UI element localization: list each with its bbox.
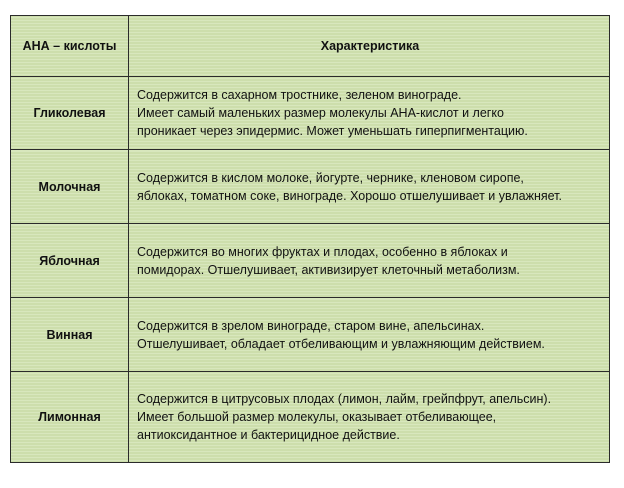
header-characteristic: Характеристика bbox=[129, 16, 610, 77]
acid-description-tartaric bbox=[129, 298, 610, 372]
description-line: Содержится в сахарном тростнике, зеленом винограде. bbox=[137, 88, 462, 102]
description-line: Содержится в цитрусовых плодах (лимон, лайм, грейпфрут, апельсин). bbox=[137, 392, 552, 406]
description-line: антиоксидантное и бактерицидное действие. bbox=[137, 428, 400, 442]
acid-name-glycolic: Гликолевая bbox=[11, 77, 129, 150]
description-line: Содержится во многих фруктах и плодах, особенно в яблоках и bbox=[137, 244, 508, 259]
acid-name-tartaric: Винная bbox=[11, 298, 129, 372]
header-acid-name: АНА – кислоты bbox=[11, 16, 129, 77]
table-row bbox=[11, 372, 610, 463]
acid-description-lactic bbox=[129, 150, 610, 224]
acid-description-malic bbox=[129, 224, 610, 298]
header-row bbox=[11, 16, 610, 77]
acid-name-citric: Лимонная bbox=[11, 372, 129, 463]
description-line: проникает через эпидермис. Может уменьшать гиперпигментацию. bbox=[137, 124, 528, 138]
table-row bbox=[11, 298, 610, 372]
acid-description-glycolic bbox=[129, 77, 610, 150]
table-row bbox=[11, 150, 610, 224]
description-line: Содержится в кислом молоке, йогурте, чернике, кленовом сиропе, bbox=[137, 170, 524, 185]
description-line: Имеет большой размер молекулы, оказывает отбеливающее, bbox=[137, 410, 497, 424]
table-row bbox=[11, 77, 610, 150]
table-row bbox=[11, 224, 610, 298]
description-line: Содержится в зрелом винограде, старом вине, апельсинах. bbox=[137, 318, 485, 333]
acid-name-malic: Яблочная bbox=[11, 224, 129, 298]
description-line: Отшелушивает, обладает отбеливающим и увлажняющим действием. bbox=[137, 336, 545, 351]
aha-acids-table bbox=[10, 15, 610, 463]
acid-description-citric bbox=[129, 372, 610, 463]
description-line: яблоках, томатном соке, винограде. Хорошо отшелушивает и увлажняет. bbox=[137, 188, 562, 203]
acid-name-lactic: Молочная bbox=[11, 150, 129, 224]
aha-acids-table-wrapper bbox=[10, 15, 610, 463]
description-line: помидорах. Отшелушивает, активизирует клеточный метаболизм. bbox=[137, 262, 520, 277]
description-line: Имеет самый маленьких размер молекулы АНА-кислот и легко bbox=[137, 106, 504, 120]
